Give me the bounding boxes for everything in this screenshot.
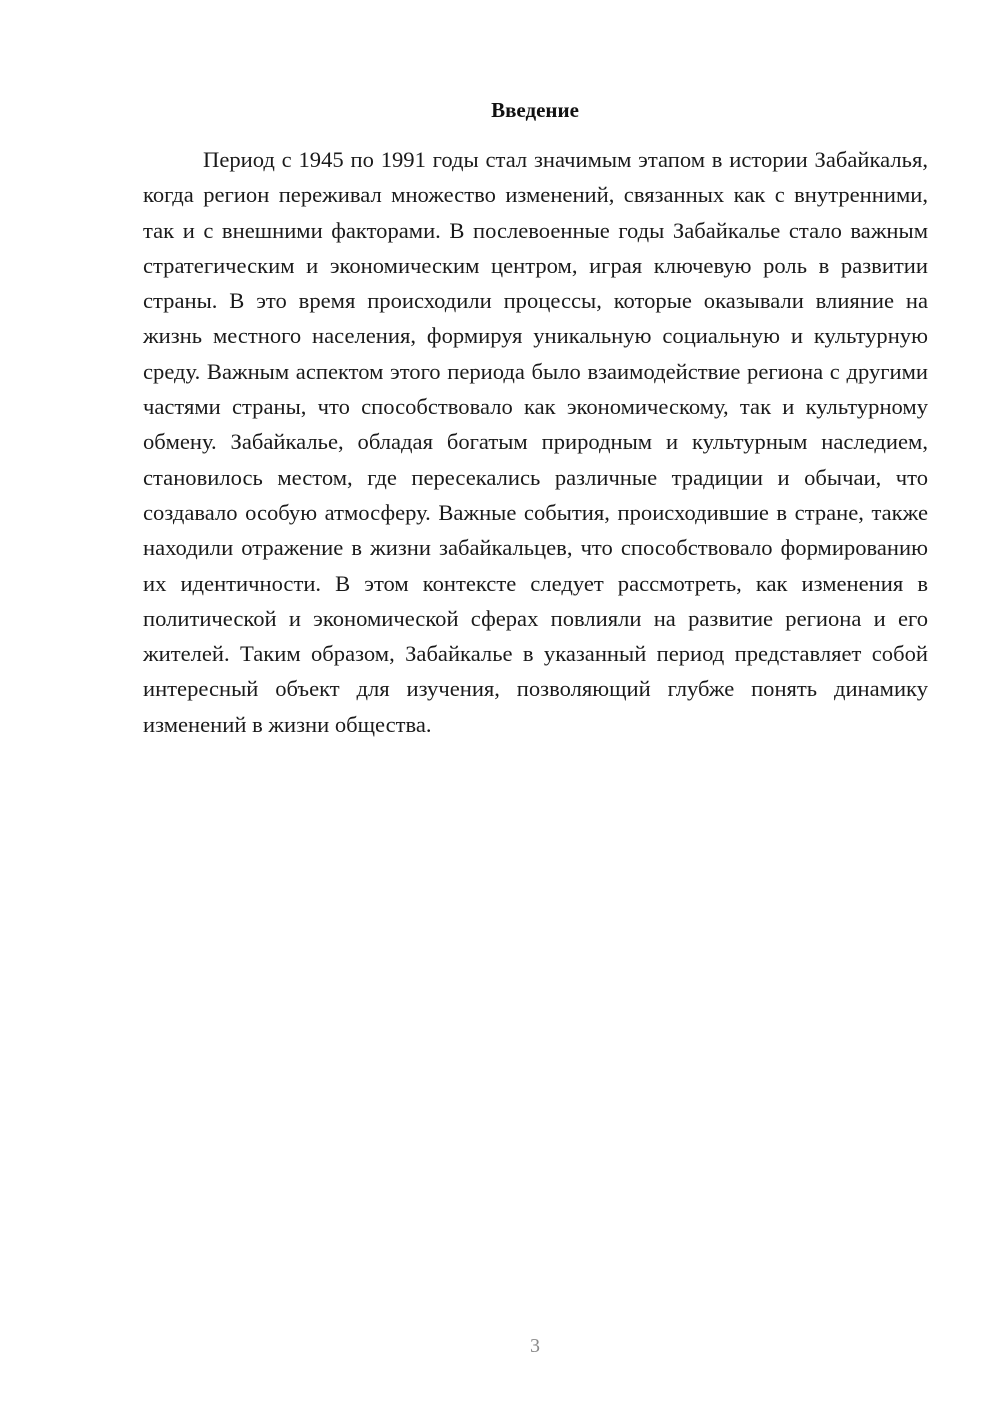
- section-heading: Введение: [491, 98, 579, 122]
- page-number: 3: [530, 1335, 540, 1357]
- body-paragraph: Период с 1945 по 1991 годы стал значимым этапом в истории Забайкалья, когда регион переживал множество изменений, связанных как с внутренними, так и с внешними факторами. В послевоенные годы Забайкалье стало важным стратегическим и экономическим центром, играя ключевую роль в развитии страны. В это время происходили процессы, которые оказывали влияние на жизнь местного населения, формируя уникальную социальную и культурную среду. Важным аспектом этого периода было взаимодействие региона с другими частями страны, что способствовало как экономическому, так и культурному обмену. Забайкалье, обладая богатым природным и культурным наследием, становилось местом, где пересекались различные традиции и обычаи, что создавало особую атмосферу. Важные события, происходившие в стране, также находили отражение в жизни забайкальцев, что способствовало формированию их идентичности. В этом контексте следует рассмотреть, как изменения в политической и экономической сферах повлияли на развитие региона и его жителей. Таким образом, Забайкалье в указанный период представляет собой интересный объект для изучения, позволяющий глубже понять динамику изменений в жизни общества.: [143, 147, 928, 737]
